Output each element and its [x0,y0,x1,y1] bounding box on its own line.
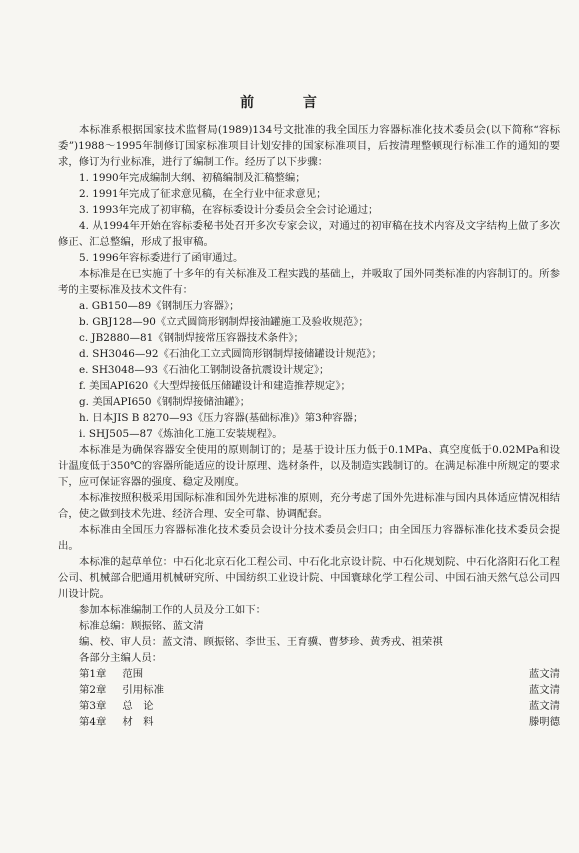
reference-item: h. 日本JIS B 8270—93《压力容器(基础标准)》第3种容器； [79,412,364,424]
chief-editors: 标准总编：顾振铭、蓝文清 [79,620,204,632]
paragraph-basis: 本标准是在已实施了十多年的有关标准及工程实践的基础上，并吸取了国外同类标准的内容制订的。所参考的主要标准及技术文件有： [58,268,560,296]
chapter-editor: 蓝文清 [528,700,560,712]
reference-item: g. 美国API650《钢制焊接储油罐》； [79,396,251,408]
chapter-name: 引用标准 [122,684,164,696]
editors-list: 编、校、审人员：蓝文清、顾振铭、李世玉、王育骥、曹梦珍、黄秀戎、祖荣祺 [79,636,443,648]
page-title: 前 言 [240,95,339,111]
reference-item: b. GBJ128—90《立式圆筒形钢制焊接油罐施工及验收规范》； [79,316,369,328]
step-item: 5. 1996年容标委进行了函审通过。 [79,252,244,264]
paragraph-principle: 本标准是为确保容器安全使用的原则制订的；是基于设计压力低于0.1MPa、真空度低于0.02MPa和设计温度低于350℃的容器所能适应的设计原理、选材条件，以及制造实践制订的。在满足标准中所规定的要求下，应可保证容器的强度、稳定及刚度。 [58,444,560,488]
chapter-number: 第3章 [79,700,107,712]
paragraph-people-intro: 参加本标准编制工作的人员及分工如下： [79,604,267,616]
reference-item: d. SH3046—92《石油化工立式圆筒形钢制焊接储罐设计规范》； [79,348,382,360]
reference-item: i. SHJ505—87《炼油化工施工安装规程》。 [79,428,283,440]
reference-item: a. GB150—89《钢制压力容器》； [79,300,240,312]
paragraph-owner: 本标准由全国压力容器标准化技术委员会设计分技术委员会归口；由全国压力容器标准化技术委员会提出。 [58,524,560,552]
chapter-number: 第2章 [79,684,107,696]
paragraph-intl: 本标准按照积极采用国际标准和国外先进标准的原则，充分考虑了国外先进标准与国内具体适应情况相结合，使之做到技术先进、经济合理、安全可靠、协调配套。 [58,492,560,520]
paragraph-intro: 本标准系根据国家技术监督局(1989)134号文批准的我全国压力容器标准化技术委员会(以下简称“容标委”)1988～1995年制修订国家标准项目计划安排的国家标准项目，后按清理整顿现行标准工作的通知的要求，修订为行业标准，进行了编制工作。经历了以下步骤： [58,124,560,168]
reference-item: c. JB2880—81《钢制焊接常压容器技术条件》； [79,332,304,344]
step-item: 3. 1993年完成了初审稿，在容标委设计分委员会全会讨论通过； [79,204,379,216]
chapter-name: 材 料 [122,716,154,728]
chapter-editor: 滕明德 [528,716,560,728]
chapter-editor: 蓝文清 [528,684,560,696]
chapter-row [58,666,560,682]
chapter-name: 范围 [122,668,144,680]
step-item: 4. 从1994年开始在容标委秘书处召开多次专家会议，对通过的初审稿在技术内容及文字结构上做了多次修正、汇总整编，形成了报审稿。 [58,220,560,248]
step-item: 1. 1990年完成编制大纲、初稿编制及汇稿整编； [79,172,306,184]
chapter-row [58,714,560,730]
chapter-number: 第4章 [79,716,107,728]
reference-item: f. 美国API620《大型焊接低压储罐设计和建造推荐规定》； [79,380,351,392]
chapter-row [58,682,560,698]
chapter-number: 第1章 [79,668,107,680]
document-body [58,122,560,730]
chapter-name: 总 论 [122,700,154,712]
chapter-editor: 蓝文清 [528,668,560,680]
step-item: 2. 1991年完成了征求意见稿，在全行业中征求意见； [79,188,327,200]
chapter-list [58,666,560,730]
chapters-intro: 各部分主编人员： [79,652,163,664]
paragraph-drafters: 本标准的起草单位：中石化北京石化工程公司、中石化北京设计院、中石化规划院、中石化洛阳石化工程公司、机械部合肥通用机械研究所、中国纺织工业设计院、中国寰球化学工程公司、中国石油天然气总公司四川设计院。 [58,556,560,600]
reference-item: e. SH3048—93《石油化工钢制设备抗震设计规定》； [79,364,330,376]
chapter-row [58,698,560,714]
